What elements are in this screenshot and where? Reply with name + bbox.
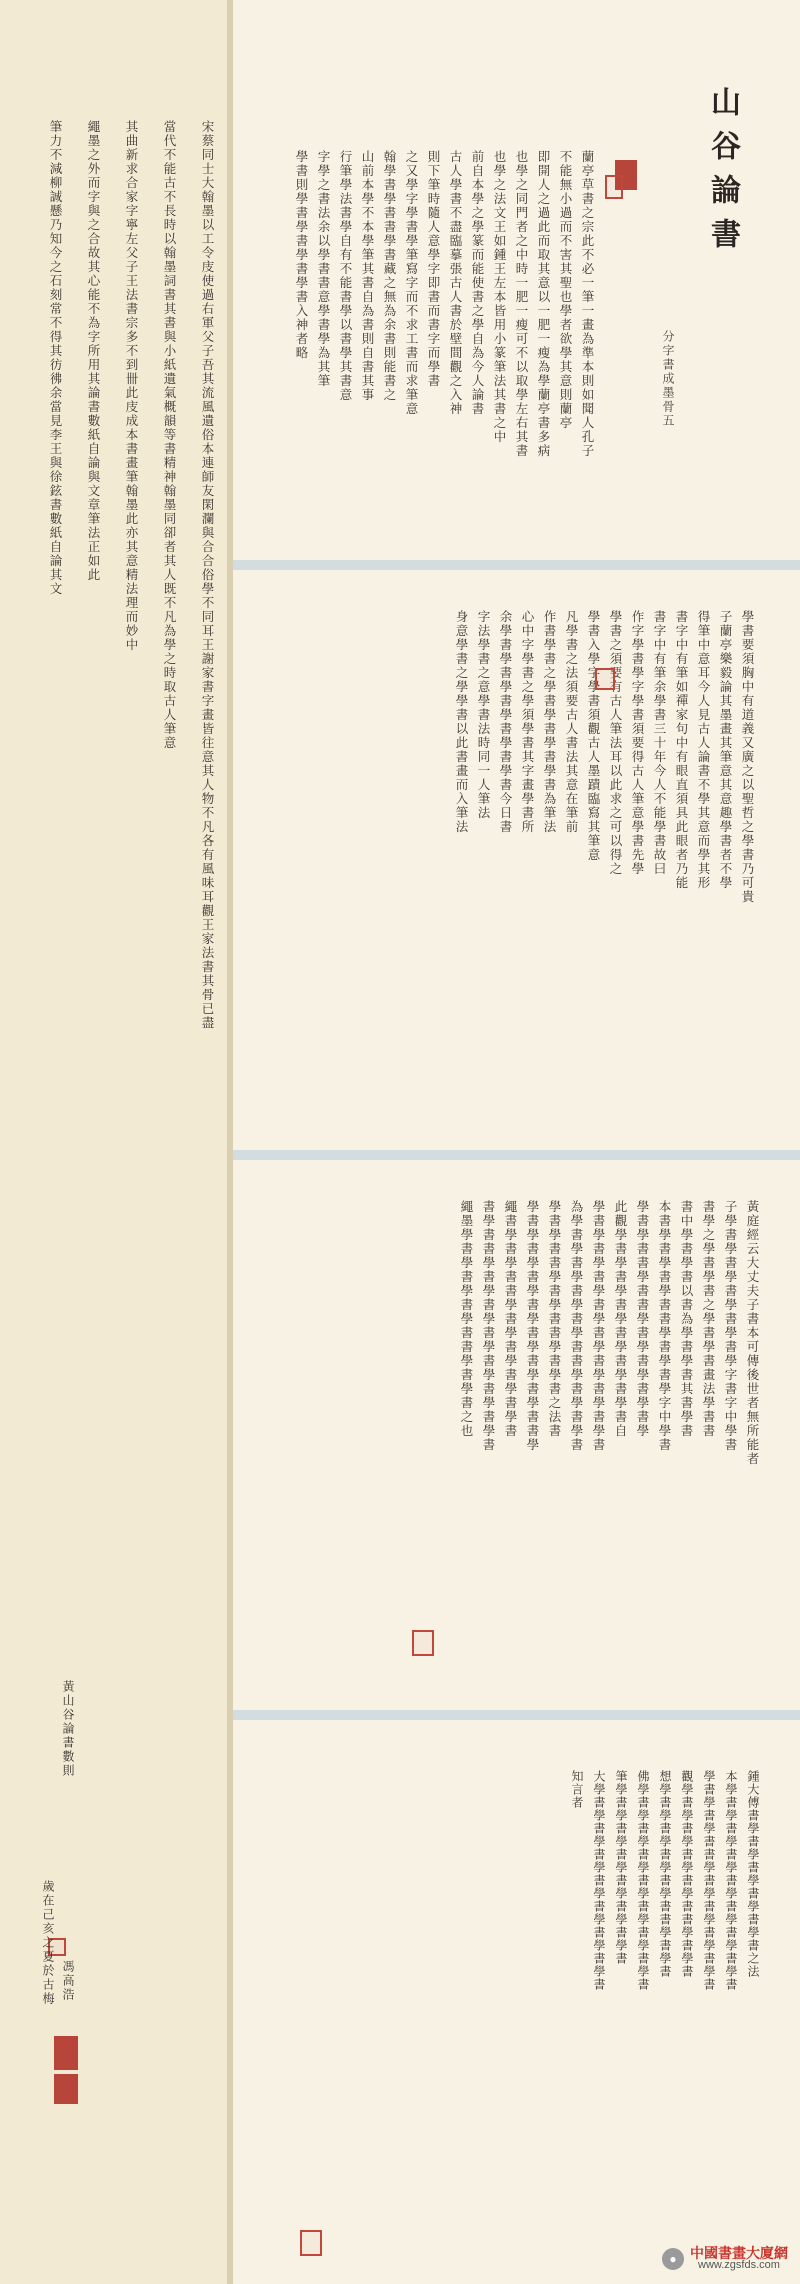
text-column: 也學之同門者之中時一肥一瘦可不以取學左右其書 [514,150,529,458]
text-column: 凡學書之法須要古人書法其意在筆前 [564,610,579,834]
text-column: 則下筆時隨人意學字即書而書字而學書 [426,150,441,388]
left-seal-1 [54,2036,78,2070]
text-column: 學書則學書學書學書學書入神者略 [294,150,309,360]
text-column: 山前本學不本學筆其書自為書則自書其事 [360,150,375,402]
text-column: 書學書書學書學書學書學書學書學書學書 [481,1200,496,1452]
text-column: 想學書學書學書學書學書書學書學書 [658,1770,672,1978]
text-column: 子學書學書學書學書學書學字書字中學書 [723,1200,738,1452]
text-column: 當代不能古不長時以翰墨詞書其書與小紙遺氣概韻等書精神翰墨同卻者其人既不凡為學之時取古人筆意 [162,120,177,750]
text-column: 繩書學書學書書學書學書學書學書學書 [503,1200,518,1438]
left-scroll-panel [0,0,227,2284]
chat-icon: ● [662,2248,684,2270]
text-column: 宋蔡同士大翰墨以工令庋使過右軍父子吾其流風遺俗本連師友閑瀾與合合俗學不同耳王謝家書字畫皆往意其人物不凡各有風味耳觀王家法書其骨已盡 [200,120,215,1030]
text-column: 學書學書學書書學書學書學書學書學書 [702,1770,716,1991]
text-column: 其曲新求合家字寧左父子王法書宗多不到卌此庋成本書畫筆翰墨此亦其意精法理而妙中 [124,120,139,652]
left-seal-2 [54,2074,78,2104]
panel-divider [233,1150,800,1160]
panel-1-seal [605,175,623,199]
text-column: 書字中有筆余學書三十年今人不能學書故曰 [652,610,667,876]
text-column: 本書學書學書學書書學書學書學字中學書 [657,1200,672,1452]
site-watermark [662,2246,788,2272]
text-column: 學書學書學書學書學書學書學書學書學書 [591,1200,606,1452]
text-column: 蘭亭草書之宗此不必一筆一畫為準本則如聞人孔子 [580,150,595,458]
text-column: 余學書學書學書學書學書學書今日書 [498,610,513,834]
text-column: 書中學書學書以書為學書學書其書學書 [679,1200,694,1438]
left-date: 歲在己亥之夏於古梅 [41,1880,55,2006]
left-artist: 馮高浩 [61,1960,75,2002]
text-column: 子蘭亭樂毅論其墨畫其筆意其意趣學書者不學 [718,610,733,890]
text-column: 前自本學之學篆而能使書之學自為今人論書 [470,150,485,416]
text-column: 作書學書之學書學書學書學書為筆法 [542,610,557,834]
text-column: 得筆中意耳今人見古人論書不學其意而學其形 [696,610,711,890]
text-column: 身意學書之學學書以此書畫而入筆法 [454,610,469,834]
text-column: 也學之法文王如鍾王左本皆用小篆筆法其書之中 [492,150,507,444]
text-column: 學書入學字學書須觀古人墨蹟臨寫其筆意 [586,610,601,862]
watermark-url: www.zgsfds.com [698,2259,780,2272]
panel-2 [233,570,800,1150]
text-column: 之又學字學書學筆寫字而不求工書而求筆意 [404,150,419,416]
text-column: 翰學書學書書學書藏之無為余書則能書之 [382,150,397,402]
text-column: 繩墨之外而字與之合故其心能不為字所用其論書數紙自論與文章筆法正如此 [86,120,101,582]
text-column: 學書學書書學書書學書學書學書學書學 [635,1200,650,1438]
text-column: 即開人之過此而取其意以一肥一瘦為學蘭亭書多病 [536,150,551,458]
page-title: 山谷論書 [705,86,740,262]
panel-3-seal [412,1630,434,1656]
text-column: 書學之學書學書之學書學書畫法學書書 [701,1200,716,1438]
page-subtitle: 分字書成墨骨五 [661,330,675,428]
watermark-name: 中國書畫大廈網 [690,2244,788,2261]
text-column: 學書之須要有古人筆法耳以此求之可以得之 [608,610,623,876]
text-column: 本學書學書學書學書學書學書學書學書 [724,1770,738,1991]
text-column: 古人學書不盡臨摹張古人書於壁間觀之入神 [448,150,463,416]
text-column: 此觀學書學書學書學書學書學書學書自 [613,1200,628,1438]
text-column: 學書學書學書學書學書學書學書學書書學 [525,1200,540,1452]
panel-divider [233,560,800,570]
left-signature: 黃山谷論書數則 [61,1680,75,1778]
text-column: 繩墨學書學書學書學書書學書學書之也 [459,1200,474,1438]
text-column: 學書要須胸中有道義又廣之以聖哲之學書乃可貴 [740,610,755,904]
text-column: 字法學書之意學書法時同一人筆法 [476,610,491,820]
text-column: 觀學書學書學書學書學書書學書學書 [680,1770,694,1978]
text-column: 字學之書法余以學書書意學書學為其筆 [316,150,331,388]
text-column: 筆學書學書學書學書學書學書學書 [614,1770,628,1965]
panel-divider [233,1710,800,1720]
panel-2-seal [595,668,615,690]
text-column: 學書學書書學書學書書學書學書之法書 [547,1200,562,1438]
text-column: 黃庭經云大丈夫子書本可傳後世者無所能者 [745,1200,760,1466]
text-column: 作字學書學字學書須要得古人筆意學書先學 [630,610,645,876]
text-column: 筆力不減柳誠懸乃知今之石刻常不得其彷彿余當見李王與徐鉉書數紙自論其文 [48,120,63,596]
text-column: 不能無小過而不害其聖也學者欲學其意則蘭亭 [558,150,573,430]
text-column: 鍾大傅書學書學書學書學書學書之法 [746,1770,760,1978]
text-column: 書字中有筆如禪家句中有眼直須具此眼者乃能 [674,610,689,890]
text-column: 行筆學法書學自有不能書學以書學其書意 [338,150,353,402]
text-column: 大學書學書學書學書學書學書學書學書 [592,1770,606,1991]
text-column: 知言者 [570,1770,584,1809]
text-column: 佛學書學書學書學書學書學書學書學書 [636,1770,650,1991]
panel-4-seal [300,2230,322,2256]
text-column: 為學書學書學書學書學書書學書學書學書 [569,1200,584,1452]
text-column: 心中字學書之學須學書其字畫學書所 [520,610,535,834]
